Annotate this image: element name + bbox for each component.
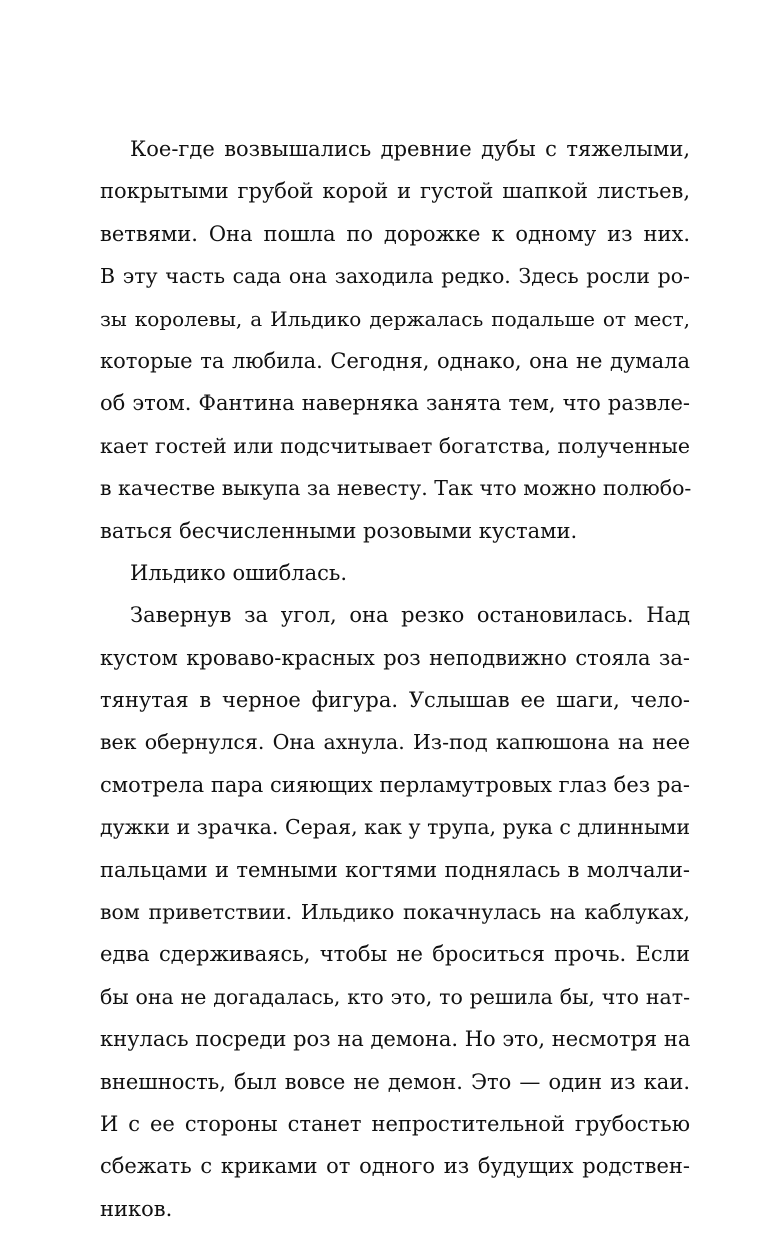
text-line: в качестве выкупа за невесту. Так что можно полюбо-: [100, 476, 692, 501]
text-line: едва сдерживаясь, чтобы не броситься прочь. Если: [100, 942, 690, 967]
text-line: ветвями. Она пошла по дорожке к одному из них.: [100, 221, 690, 246]
text-line: зы королевы, а Ильдико держалась подальше от мест,: [100, 306, 690, 331]
text-line: Кое-где возвышались древние дубы с тяжелыми,: [130, 137, 690, 161]
text-line: кает гостей или подсчитывает богатства, полученные: [100, 433, 690, 458]
text-line: пальцами и темными когтями поднялась в молчали-: [100, 857, 690, 882]
text-line: вом приветствии. Ильдико покачнулась на каблуках,: [100, 900, 690, 925]
text-line: кнулась посреди роз на демона. Но это, несмотря на: [100, 1027, 691, 1052]
text-line: век обернулся. Она ахнула. Из-под капюшона на нее: [100, 730, 690, 755]
text-line: которые та любила. Сегодня, однако, она не думала: [100, 348, 690, 373]
text-line: сбежать с криками от одного из будущих родствен-: [100, 1154, 690, 1179]
text-line: покрытыми грубой корой и густой шапкой листьев,: [100, 179, 690, 204]
text-line: тянутая в черное фигура. Услышав ее шаги, чело-: [100, 688, 690, 713]
text-line: И с ее стороны станет непростительной грубостью: [100, 1111, 690, 1136]
body-text: [100, 128, 690, 1230]
text-line: бы она не догадалась, кто это, то решила бы, что нат-: [100, 984, 690, 1009]
text-line: В эту часть сада она заходила редко. Здесь росли ро-: [100, 264, 690, 289]
text-line: ников.: [100, 1196, 173, 1221]
text-line: внешность, был вовсе не демон. Это — один из каи.: [100, 1069, 690, 1094]
text-line: об этом. Фантина наверняка занята тем, что развле-: [100, 391, 690, 416]
text-line: дужки и зрачка. Серая, как у трупа, рука с длинными: [100, 815, 690, 840]
text-line: Завернув за угол, она резко остановилась. Над: [130, 603, 690, 628]
text-line: Ильдико ошиблась.: [130, 560, 347, 585]
text-line: смотрела пара сияющих перламутровых глаз без ра-: [100, 772, 690, 797]
text-line: ваться бесчисленными розовыми кустами.: [100, 518, 578, 543]
text-line: кустом кроваво-красных роз неподвижно стояла за-: [100, 645, 690, 670]
